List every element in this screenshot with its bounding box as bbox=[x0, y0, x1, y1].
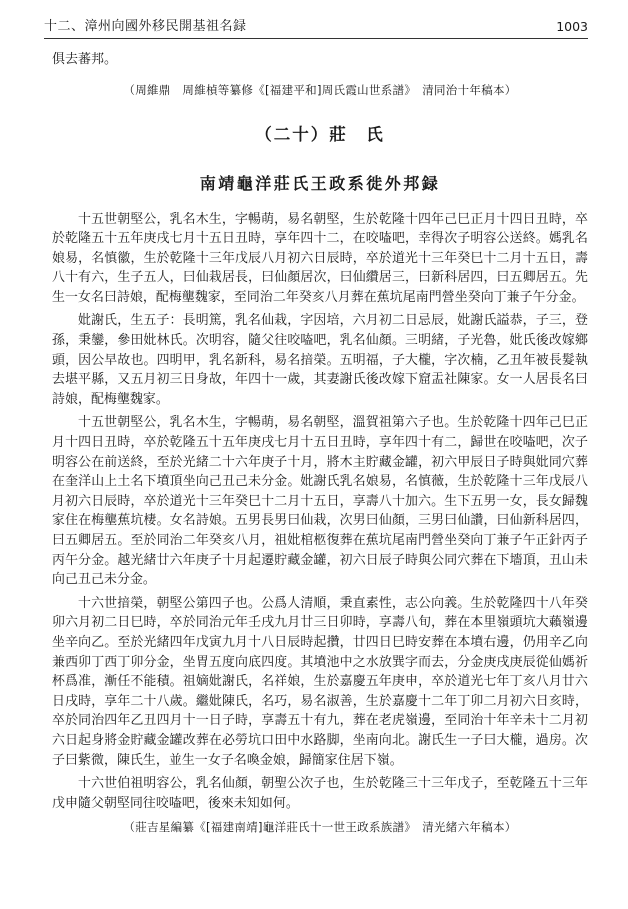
running-header bbox=[44, 12, 588, 34]
paragraph: 十五世朝堅公，乳名木生，字暢萌，易名朝堅，生於乾隆十四年己巳正月十四日丑時，卒於乾隆五十五年庚戌七月十五日丑時，享年四十二，在咬㗐吧，幸得次子明容公送終。媽乳名娘易，名慎徽，生於乾隆十三年戊辰八月初六日辰時，卒於道光十三年癸巳十二月十五日，壽八十有六，生子五人，曰仙栽居長，曰仙顏居次，曰仙纘居三，曰新科居四，曰五卿居五。先生一女名曰詩娘，配梅壟魏家，至同治二年癸亥八月葬在蕉坑尾南門營坐癸向丁兼子午分金。 bbox=[52, 211, 588, 305]
subtitle: 南靖龜洋莊氏王政系徙外邦録 bbox=[199, 173, 441, 193]
paragraph: 十六世揞榮，朝堅公第四子也。公爲人清順，秉直素性，志公向義。生於乾隆四十八年癸卯六月初二日巳時，卒於同治元年壬戌九月廿三日卯時，享壽八旬，葬在本里嶺頭坑大藾嶺邊坐辛向乙。至於光緒四年戊寅九月十八日辰時起攢，廿四日巳時安葬在本墳右邊，仍用辛乙向兼西卯丁西丁卯分金，坐胃五度向底四度。其墳池中之水放巽字而去，分金庚戌庚辰從仙媽祈杯爲准，漸任不能積。祖嫡妣謝氏，名祥娘，生於嘉慶五年庚申，卒於道光七年丁亥八月廿六日戌時，享年二十八歲。繼妣陳氏，名巧，易名淑善，生於嘉慶十二年丁卯二月初六日亥時，卒於同治四年乙丑四月十一日子時，享壽五十有九，葬在老虎嶺邊，至同治十年辛未十二月初六日起身將金貯藏金罐改葬在必勞坑口田中水路脚，坐南向北。謝氏生一子曰大櫳，過房。次子曰紫微，陳氏生，並生一女子名喚金娘，歸簡家住居下嶺。 bbox=[52, 595, 588, 768]
paragraph: 十五世朝堅公，乳名木生，字暢萌，易名朝堅，溫賀祖第六子也。生於乾隆十四年己巳正月十四日丑時，卒於乾隆五十五年庚戌七月十五日丑時，享年四十有二，歸世在咬㗐吧，次子明容公在前送終，至於光緒二十六年庚子十月，將木主貯藏金罐，初六甲辰日子時與妣同穴葬在奎洋山上土名下墳頂坐向己丑己未分金。妣謝氏乳名娘易，名慎薇，生於乾隆十三年戊辰八月初六日辰時，卒於道光十三年癸巳十二月十五日，享壽八十加六。生下五男一女，長女歸魏家住在梅壟蕉坑棲。女名詩娘。五男長男曰仙栽，次男曰仙顏，三男曰仙讚，曰仙新科居四，曰五卿居五。至於同治二年癸亥八月，祖妣棺柩復葬在蕉坑尾南門營坐癸向丁兼子午正針丙子丙午分金。越光緒廿六年庚子十月起遷貯藏金罐，初六日辰子時與公同穴葬在下墻頂，丑山未向己丑己未分金。 bbox=[52, 415, 588, 588]
page-body bbox=[52, 50, 588, 836]
source-citation-top: （周維鼎 周維楨等纂修《[福建平和]周氏霞山世系譜》 清同治十年稿本） bbox=[123, 82, 517, 97]
section-title: （二十）莊 氏 bbox=[255, 124, 385, 144]
chapter-title: 十二、漳州向國外移民開基祖名録 bbox=[44, 19, 247, 34]
source-citation-bottom: （莊吉星編纂《[福建南靖]龜洋莊氏十一世王政系族譜》 清光緒六年稿本） bbox=[123, 820, 517, 835]
lead-text: 俱去蕃邦。 bbox=[52, 52, 118, 67]
header-rule bbox=[44, 38, 588, 39]
paragraph: 十六世伯祖明容公，乳名仙顏，朝聖公次子也，生於乾隆三十三年戊子，至乾隆五十三年戊申隨父朝堅同往咬㗐吧，後來未知如何。 bbox=[52, 776, 588, 811]
paragraph: 妣謝氏，生五子：長明篤，乳名仙栽，字因培，六月初二日忌辰，妣謝氏謚恭，子三，登孫，秉鑾，參田妣林氏。次明容，隨父往咬㗐吧，乳名仙顏。三明緒，子光魯，妣氏後改嫁鄉頭，因公早故也。四明甲，乳名新科，易名揞榮。五明福，子大櫳，字次楠，乙丑年被長髮執去堪平縣，又五月初三日身故，年四十一歲，其妻謝氏後改嫁下窟盂社陳家。女一人居長名曰詩娘，配梅壟魏家。 bbox=[52, 313, 588, 407]
page-number: 1003 bbox=[556, 19, 588, 34]
